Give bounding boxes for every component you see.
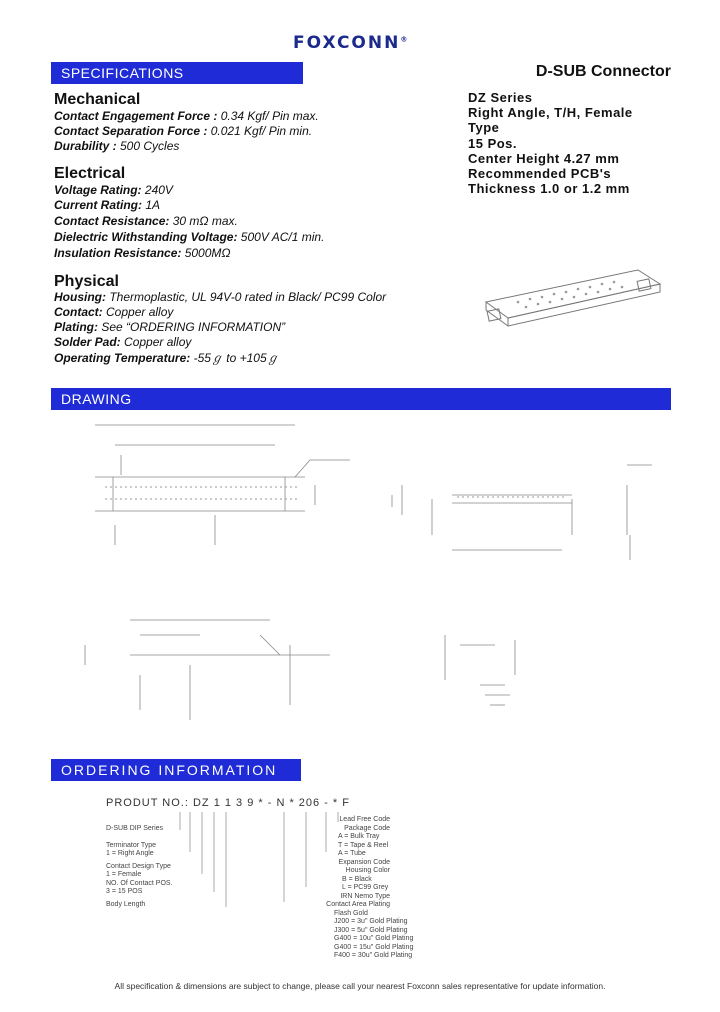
spec-line: Operating Temperature: -55ℊ to +105ℊ [54, 351, 279, 365]
foxconn-logo [293, 33, 407, 53]
description-line: Thickness 1.0 or 1.2 mm [468, 181, 630, 197]
ordering-label: 3 = 15 POS [106, 888, 143, 895]
product-description [468, 90, 633, 196]
ordering-label: Flash Gold [334, 909, 368, 917]
ordering-label: Expansion Code [338, 858, 390, 866]
ordering-label: Contact Design Type [106, 862, 171, 870]
ordering-label: B = Black [342, 875, 372, 883]
specifications-header: SPECIFICATIONS [51, 62, 303, 84]
electrical-heading: Electrical [54, 165, 126, 182]
ordering-label: A = Bulk Tray [338, 833, 380, 840]
spec-line: Contact Separation Force : 0.021 Kgf/ Pin min. [54, 124, 313, 138]
ordering-header: ORDERING INFORMATION [51, 759, 301, 781]
ordering-label: Lead Free Code [339, 816, 390, 823]
ordering-label: A = Tube [338, 850, 366, 857]
ordering-label: Housing Color [345, 867, 390, 874]
registered-mark: ® [400, 35, 408, 44]
description-line: Center Height 4.27 mm [468, 150, 620, 166]
ordering-label: NO. Of Contact POS. [106, 879, 173, 887]
drawing-top-view [372, 425, 652, 560]
ordering-label: G400 = 15u" Gold Plating [334, 943, 414, 951]
product-number-code: PRODUT NO.: DZ 1 1 3 9 * - N * 206 - * F [106, 797, 350, 809]
spec-line: Voltage Rating: 240V [54, 183, 173, 197]
mechanical-heading: Mechanical [54, 91, 141, 108]
description-line: Recommended PCB's [468, 166, 612, 182]
spec-line: Insulation Resistance: 5000MΩ [54, 246, 231, 260]
drawing-header: DRAWING [51, 388, 671, 410]
ordering-label: D-SUB DIP Series [106, 825, 164, 832]
ordering-label: F400 = 30u" Gold Plating [334, 952, 413, 959]
spec-line: Current Rating: 1A [54, 198, 161, 212]
ordering-label: 1 = Female [106, 871, 142, 878]
ordering-label: 1 = Right Angle [106, 850, 154, 857]
ordering-label: J300 = 5u" Gold Plating [334, 926, 408, 934]
physical-heading: Physical [54, 273, 119, 290]
spec-line: Contact Engagement Force : 0.34 Kgf/ Pin max. [54, 109, 319, 123]
spec-line: Solder Pad: Copper alloy [54, 335, 192, 349]
ordering-label: IRN Nemo Type [340, 892, 390, 900]
product-title: D-SUB Connector [535, 63, 671, 80]
description-line: Type [468, 120, 500, 136]
drawing-detail-view [435, 625, 525, 710]
ordering-label: Contact Area Plating [326, 901, 390, 908]
ordering-label: L = PC99 Grey [342, 884, 389, 891]
description-line: Right Angle, T/H, Female [468, 105, 633, 121]
connector-product-image [478, 262, 668, 342]
ordering-label: Terminator Type [106, 841, 157, 849]
description-line: DZ Series [468, 90, 533, 105]
drawing-side-view [80, 615, 340, 725]
footer-note: All specification & dimensions are subject to change, please call your nearest Foxconn sales representative for update information. [114, 981, 606, 991]
spec-line: Contact: Copper alloy [54, 305, 174, 319]
ordering-label: G400 = 10u" Gold Plating [334, 935, 414, 942]
logo-text: FOXCONN [293, 33, 401, 53]
ordering-right-labels [318, 816, 414, 961]
drawing-front-view [85, 415, 350, 550]
spec-line: Durability : 500 Cycles [54, 139, 180, 153]
ordering-label: Body Length [106, 900, 146, 908]
ordering-left-labels [106, 825, 173, 909]
spec-line: Housing: Thermoplastic, UL 94V-0 rated in Black/ PC99 Color [54, 290, 387, 304]
description-line: 15 Pos. [468, 135, 518, 151]
spec-line: Plating: See “ORDERING INFORMATION” [54, 320, 286, 334]
ordering-label: Package Code [344, 824, 390, 832]
ordering-label: T = Tape & Reel [338, 841, 389, 849]
ordering-label: J200 = 3u" Gold Plating [334, 918, 408, 925]
spec-line: Contact Resistance: 30 mΩ max. [54, 214, 238, 228]
spec-line: Dielectric Withstanding Voltage: 500V AC/1 min. [54, 230, 325, 244]
